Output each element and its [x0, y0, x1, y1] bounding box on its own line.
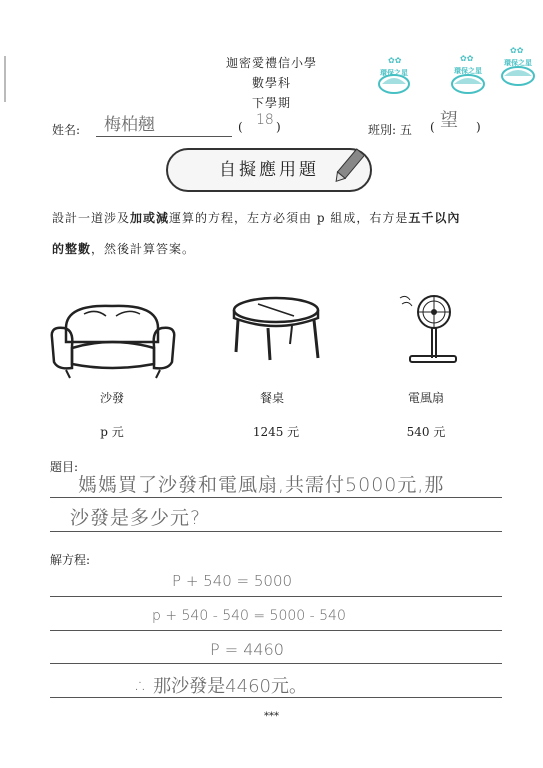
item-price-sofa: p 元: [100, 425, 124, 439]
svg-text:✿✿: ✿✿: [388, 56, 402, 65]
solution-rule-2: [50, 630, 502, 631]
item-price-fan: 540 元: [406, 425, 446, 439]
item-price-table: 1245 元: [252, 425, 300, 439]
item-name-fan: 電風扇: [407, 391, 444, 405]
name-value: 梅柏翹: [104, 115, 155, 135]
class-label: 班別: 五: [368, 123, 412, 137]
stamp-2: ✿✿ 環保之星: [446, 52, 490, 102]
solution-label: 解方程:: [50, 553, 91, 567]
subject: 數學科: [251, 76, 291, 90]
instruction-line-1: 設計一道涉及加或減運算的方程，左方必須由 p 組成，右方是五千以內: [52, 211, 461, 225]
question-line-2: 沙發是多少元?: [70, 507, 202, 529]
fan-icon: [396, 290, 466, 370]
stamp-icon: [374, 54, 414, 104]
binding-mark: [4, 56, 6, 102]
question-rule-2: [50, 531, 502, 532]
sofa-icon: [46, 298, 180, 382]
item-name-sofa: 沙發: [99, 391, 124, 405]
svg-text:✿✿: ✿✿: [510, 46, 524, 55]
solution-step-1: P + 540 = 5000: [172, 572, 293, 590]
number-open: (: [238, 120, 243, 134]
question-line-1: 媽媽買了沙發和電風扇,共需付5000元,那: [78, 474, 445, 496]
question-rule-1: [50, 497, 502, 498]
solution-step-3: P = 4460: [210, 640, 284, 659]
solution-rule-1: [50, 596, 502, 597]
class-value: 望: [440, 110, 458, 131]
stamp-icon: [496, 44, 540, 94]
banner-title: 自擬應用題: [219, 160, 319, 180]
term: 下學期: [251, 96, 291, 110]
class-open: (: [430, 120, 435, 134]
name-label: 姓名:: [52, 123, 81, 137]
solution-rule-4: [50, 697, 502, 698]
solution-rule-3: [50, 663, 502, 664]
question-label: 題目:: [50, 460, 79, 474]
solution-conclusion: ∴ 那沙發是4460元。: [136, 676, 307, 697]
table-icon: [228, 294, 324, 366]
stamp-1: ✿✿ 環保之星: [374, 54, 414, 104]
student-number: 18: [256, 112, 274, 128]
stamp-icon: [446, 52, 490, 102]
pencil-icon: [334, 144, 364, 188]
stamp-3: ✿✿ 環保之星: [496, 44, 540, 94]
svg-text:✿✿: ✿✿: [460, 54, 474, 63]
name-underline: [96, 136, 232, 137]
class-close: ): [476, 120, 481, 134]
school-name: 迦密愛禮信小學: [225, 56, 317, 70]
solution-step-2: p + 540 - 540 = 5000 - 540: [152, 608, 346, 624]
item-name-table: 餐桌: [259, 391, 284, 405]
footer-mark: ***: [264, 711, 279, 722]
number-close: ): [276, 120, 281, 134]
instruction-line-2: 的整數，然後計算答案。: [52, 242, 196, 256]
